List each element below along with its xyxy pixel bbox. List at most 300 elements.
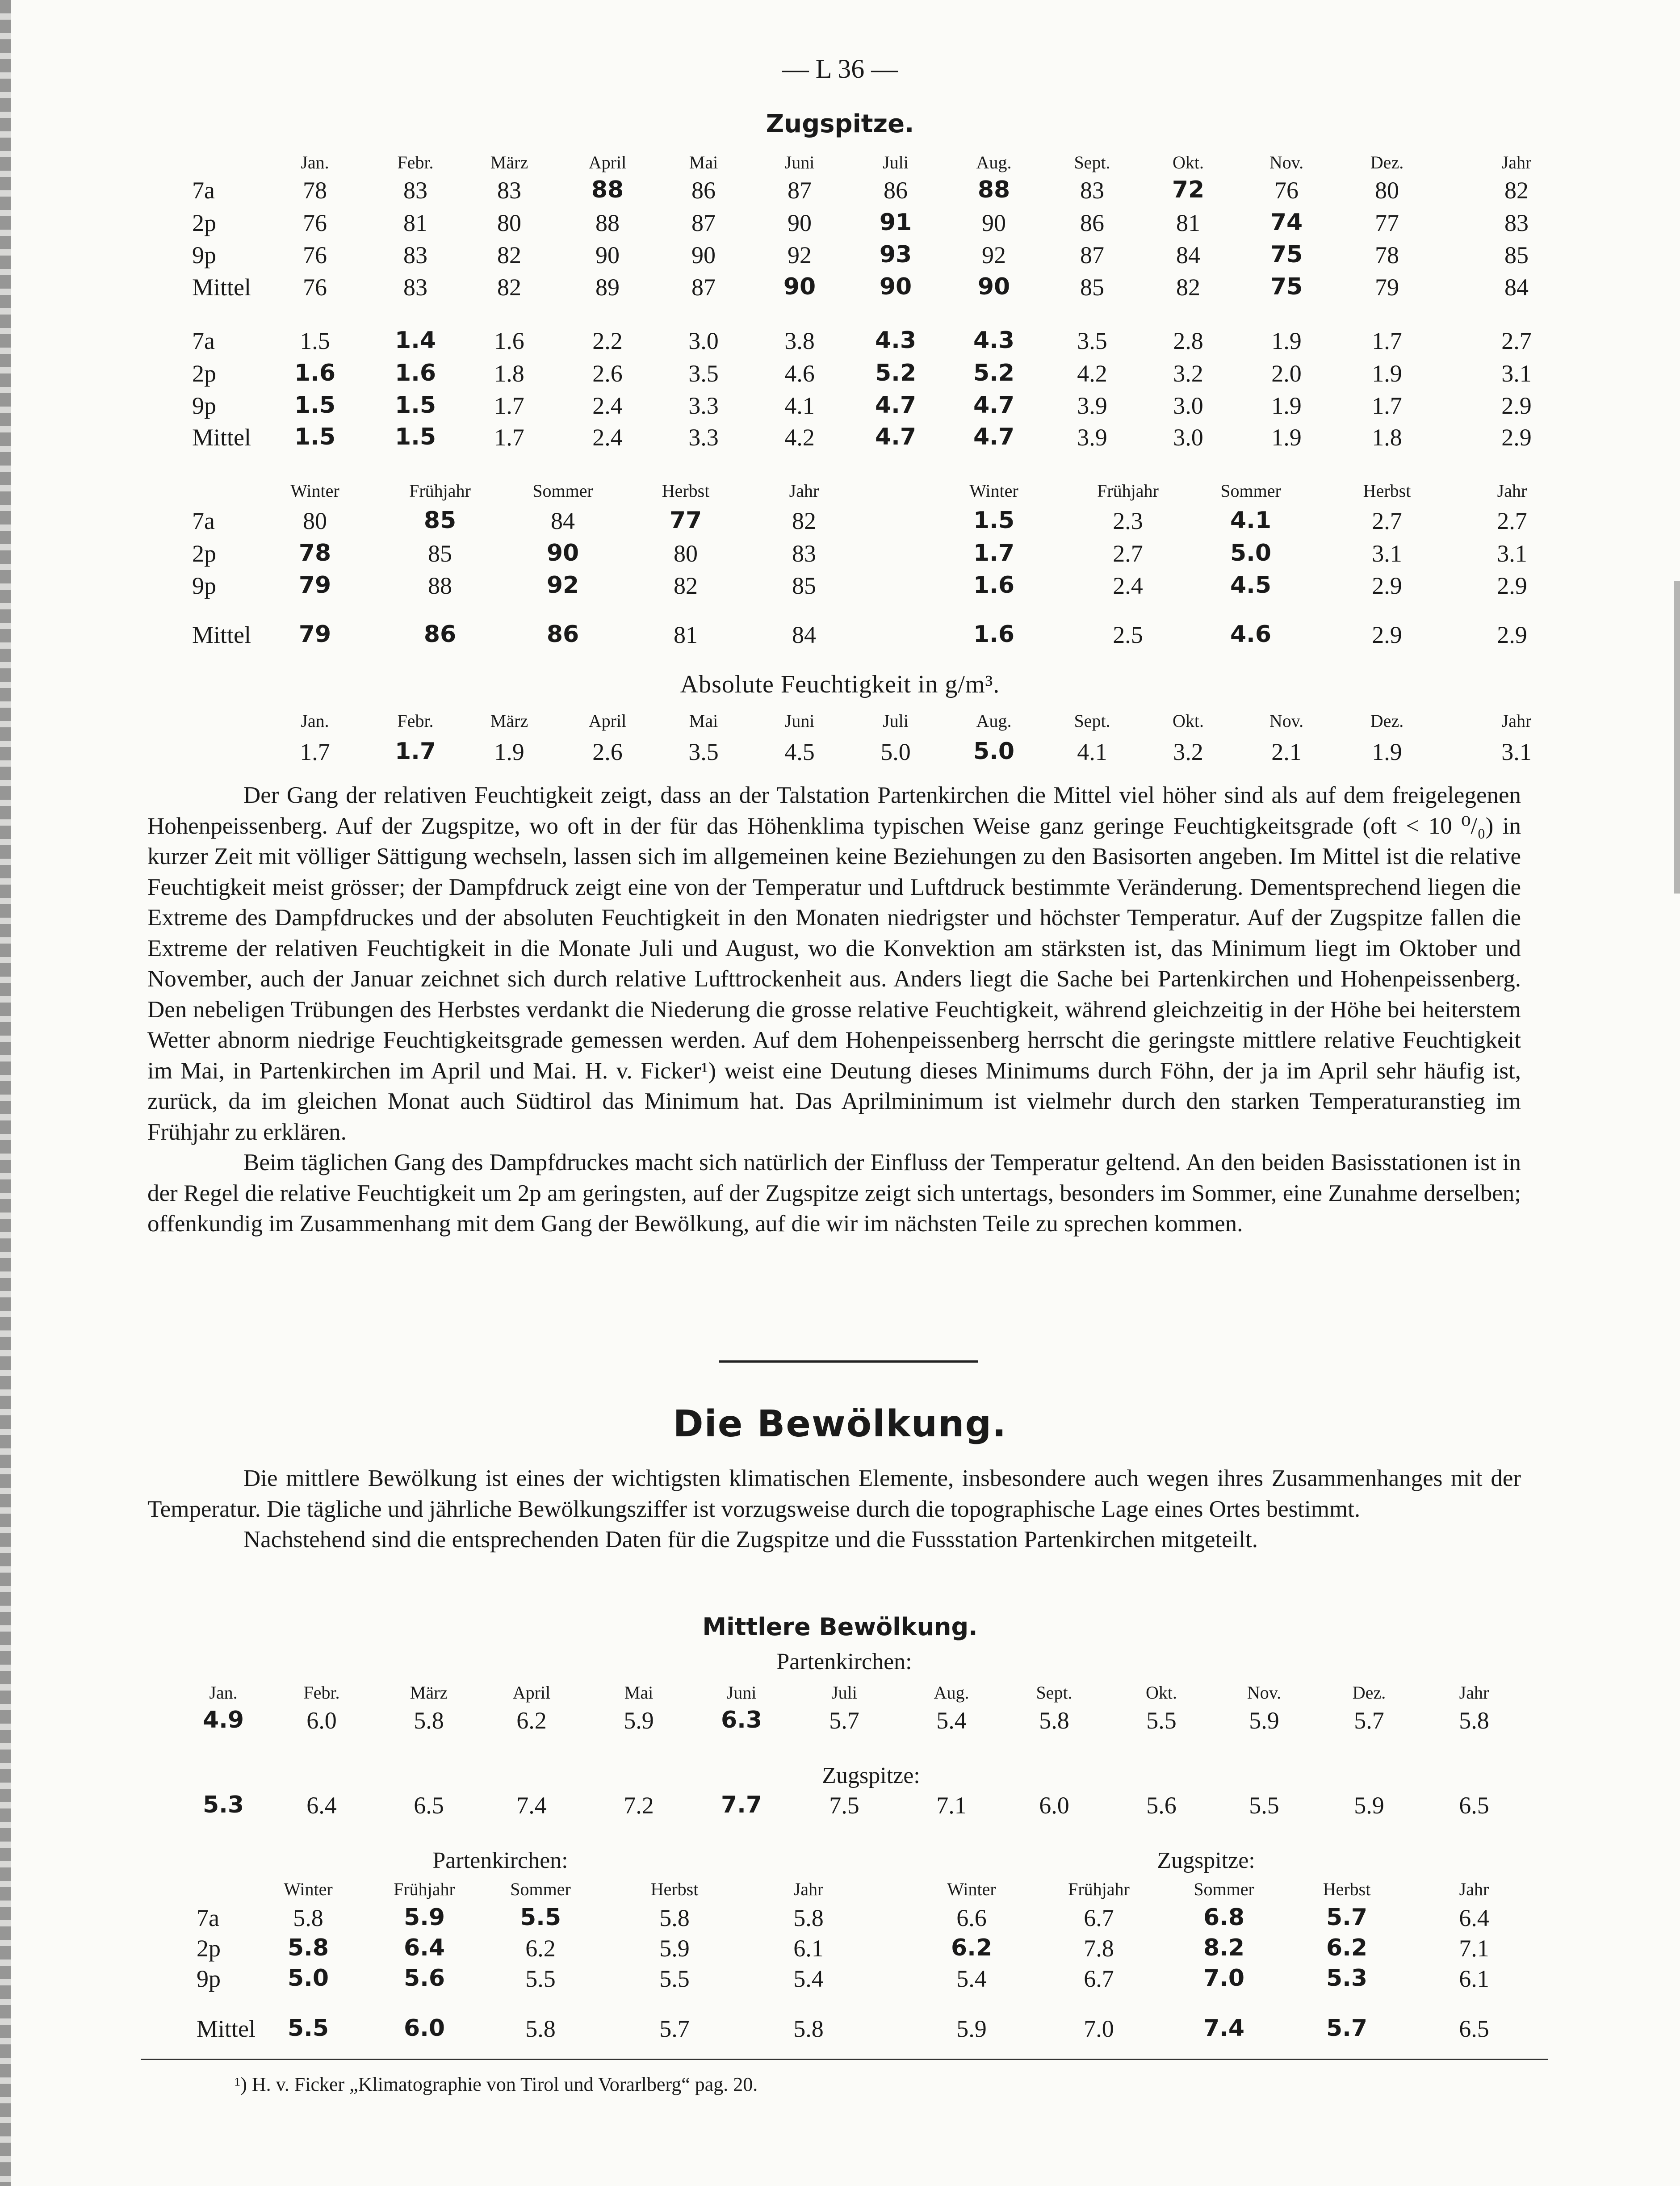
absolute-humidity-value: 1.7 (300, 738, 330, 765)
page-number: — L 36 — (782, 54, 898, 84)
row-label: 7a (197, 1905, 219, 1931)
seasonal-humidity-value: 86 (423, 621, 457, 648)
relative-humidity-value: 77 (1375, 210, 1399, 236)
binding-edge (0, 0, 11, 2186)
seasonal-vapour-value: 2.9 (1372, 572, 1402, 599)
row-label: 7a (192, 508, 215, 534)
humidity-discussion (147, 780, 1521, 1239)
relative-humidity-value: 76 (1274, 177, 1299, 204)
zugspitze-title: Zugspitze. (766, 109, 914, 138)
relative-humidity-value: 83 (403, 242, 427, 269)
absolute-humidity-value: 2.6 (592, 738, 623, 765)
seasonal-cloud-partenkirchen: 5.8 (287, 1934, 329, 1961)
seasonal-vapour-value: 2.3 (1113, 508, 1143, 534)
seasonal-cloud-partenkirchen: 5.8 (793, 1905, 824, 1931)
vapour-pressure-value: 1.9 (1271, 327, 1302, 354)
seasonal-cloud-partenkirchen: 6.2 (525, 1935, 556, 1962)
seasonal-cloud-zugspitze: 6.7 (1084, 1965, 1114, 1992)
vapour-pressure-value: 4.3 (875, 327, 917, 354)
vapour-pressure-value: 4.1 (784, 392, 815, 419)
season-header: Jahr (1497, 481, 1527, 501)
month-header: Nov. (1247, 1683, 1282, 1703)
row-label: Mittel (192, 424, 251, 451)
paragraph: Die mittlere Bewölkung ist eines der wichtigsten klimatischen Elemente, insbesondere auch wegen ihres Zusammenhanges mit der Temperatur. Die tägliche und jährliche Bewölkungsziffer ist vorzugsweise durch die topographische Lage eines Ortes bestimmt. (147, 1465, 1521, 1522)
vapour-pressure-value: 1.5 (394, 392, 436, 419)
month-header: Jan. (301, 711, 329, 731)
seasonal-cloud-zugspitze: 7.0 (1084, 2015, 1114, 2042)
vapour-pressure-value: 4.2 (784, 424, 815, 451)
month-header: Juli (883, 152, 909, 172)
station-label-zugspitze: Zugspitze: (822, 1763, 920, 1788)
season-header: Herbst (1363, 481, 1411, 501)
relative-humidity-value: 83 (403, 274, 427, 301)
vapour-pressure-value: 3.9 (1077, 392, 1107, 419)
vapour-pressure-value: 1.8 (1372, 424, 1402, 451)
footnote-rule (141, 2059, 1548, 2060)
relative-humidity-value: 83 (1504, 210, 1529, 236)
season-header: Frühjahr (1068, 1879, 1130, 1899)
seasonal-humidity-value: 85 (428, 540, 452, 567)
cloud-value-zugspitze: 6.5 (1459, 1792, 1489, 1819)
relative-humidity-value: 80 (497, 210, 521, 236)
seasonal-vapour-value: 2.7 (1372, 508, 1402, 534)
seasonal-cloud-partenkirchen: 6.1 (793, 1935, 824, 1962)
month-header: Nov. (1269, 152, 1304, 172)
seasonal-cloud-zugspitze: 7.1 (1459, 1935, 1489, 1962)
month-header: Jahr (1459, 1683, 1489, 1703)
month-header: Jan. (209, 1683, 238, 1703)
vapour-pressure-value: 2.6 (592, 360, 623, 387)
relative-humidity-value: 75 (1270, 273, 1303, 300)
vapour-pressure-value: 5.2 (875, 360, 917, 386)
cloud-table-title: Mittlere Bewölkung. (702, 1613, 978, 1641)
vapour-pressure-value: 3.0 (688, 327, 719, 354)
relative-humidity-value: 84 (1176, 242, 1200, 269)
row-label: 9p (192, 572, 216, 599)
month-header: April (588, 152, 627, 172)
month-header: Dez. (1370, 711, 1404, 731)
cloud-value-partenkirchen: 5.8 (414, 1707, 444, 1734)
seasonal-vapour-value: 2.5 (1113, 621, 1143, 648)
seasonal-humidity-value: 79 (298, 572, 331, 599)
seasonal-humidity-value: 82 (792, 508, 816, 534)
relative-humidity-value: 90 (783, 273, 816, 300)
page-edge-mark (1674, 581, 1680, 894)
seasonal-vapour-value: 2.7 (1113, 540, 1143, 567)
vapour-pressure-value: 1.7 (1372, 392, 1402, 419)
relative-humidity-value: 90 (977, 273, 1010, 300)
relative-humidity-value: 82 (497, 274, 521, 301)
seasonal-humidity-value: 80 (674, 540, 698, 567)
month-header: Febr. (397, 152, 434, 172)
relative-humidity-value: 72 (1172, 176, 1205, 203)
seasonal-cloud-partenkirchen: 5.5 (659, 1965, 690, 1992)
seasonal-vapour-value: 3.1 (1497, 540, 1527, 567)
vapour-pressure-value: 2.9 (1501, 424, 1532, 451)
seasonal-vapour-value: 2.7 (1497, 508, 1527, 534)
relative-humidity-value: 82 (497, 242, 521, 269)
section-heading: Die Bewölkung. (673, 1403, 1007, 1445)
seasonal-vapour-value: 1.6 (973, 572, 1015, 599)
season-header: Frühjahr (394, 1879, 455, 1899)
seasonal-cloud-zugspitze: 5.4 (956, 1965, 987, 1992)
cloud-value-partenkirchen: 5.7 (1354, 1707, 1384, 1734)
paragraph: Der Gang der relativen Feuchtigkeit zeigt, dass an der Talstation Partenkirchen die Mittel viel höher sind als auf dem freigelegenen Hohenpeissenberg. Auf der Zugspitze, wo oft in der für das Höhenklima typischen Weise ganz geringe Feuchtigkeitsgrade (oft < 10 ⁰/₀) in kurzer Zeit mit völliger Sättigung wechseln, lassen sich im allgemeinen keine Beziehungen zu den Basisorten angeben. Im Mittel ist die relative Feuchtigkeit meist grösser; der Dampfdruck zeigt eine von der Temperatur und Luftdruck bestimmte Veränderung. Dementsprechend liegen die Extreme des Dampfdruckes und der absoluten Feuchtigkeit in den Monaten niedrigster und höchster Temperatur. Auf der Zugspitze fallen die Extreme der relativen Feuchtigkeit in die Monate Juli und August, wo die Konvektion am stärksten ist, das Minimum liegt im Oktober und November, auch der Januar zeichnet sich durch relative Lufttrockenheit aus. Anders liegt die Sache bei Partenkirchen und Hohenpeissenberg. Den nebeligen Trübungen des Herbstes verdankt die Niederung die grosse relative Feuchtigkeit, während gleichzeitig in der Höhe bei heiterstem Wetter abnorm niedrige Feuchtigkeitsgrade gemessen werden. Auf dem Hohenpeissenberg herrscht die geringste mittlere relative Feuchtigkeit im Mai, in Partenkirchen im April und Mai. H. v. Ficker¹) weist eine Deutung dieses Minimums durch Föhn, der ja im April sehr häufig ist, zurück, da im gleichen Monat auch Südtirol das Minimum hat. Das Aprilminimum ist vielmehr durch den starken Temperaturanstieg im Frühjahr zu erklären. (147, 782, 1521, 1145)
relative-humidity-value: 89 (595, 274, 620, 301)
relative-humidity-value: 82 (1176, 274, 1200, 301)
vapour-pressure-value: 1.8 (494, 360, 524, 387)
relative-humidity-value: 79 (1375, 274, 1399, 301)
seasonal-humidity-value: 88 (428, 572, 452, 599)
seasonal-cloud-partenkirchen: 5.0 (287, 1965, 329, 1992)
vapour-pressure-value: 3.9 (1077, 424, 1107, 451)
month-header: Jan. (301, 152, 329, 172)
paragraph: Beim täglichen Gang des Dampfdruckes macht sich natürlich der Einfluss der Temperatur geltend. An den beiden Basisstationen ist in der Regel die relative Feuchtigkeit um 2p am geringsten, auf der Zugspitze zeigt sich untertags, besonders im Sommer, eine Zunahme derselben; offenkundig im Zusammenhang mit dem Gang der Bewölkung, auf die wir im nächsten Teile zu sprechen kommen. (147, 1150, 1521, 1237)
vapour-pressure-value: 3.8 (784, 327, 815, 354)
relative-humidity-value: 82 (1504, 177, 1529, 204)
seasonal-vapour-value: 3.1 (1372, 540, 1402, 567)
cloud-value-zugspitze: 7.4 (516, 1792, 547, 1819)
row-label: Mittel (197, 2015, 256, 2042)
month-header: Dez. (1352, 1683, 1386, 1703)
relative-humidity-value: 88 (591, 176, 624, 203)
month-header: Sept. (1036, 1683, 1073, 1703)
seasonal-humidity-value: 80 (303, 508, 327, 534)
vapour-pressure-value: 1.6 (294, 360, 336, 386)
seasonal-humidity-value: 86 (546, 621, 579, 648)
seasonal-vapour-value: 5.0 (1230, 540, 1272, 566)
cloud-value-zugspitze: 7.1 (936, 1792, 967, 1819)
section-divider (719, 1360, 978, 1363)
relative-humidity-value: 83 (403, 177, 427, 204)
cloud-value-partenkirchen: 6.3 (721, 1707, 762, 1733)
vapour-pressure-value: 2.2 (592, 327, 623, 354)
absolute-humidity-value: 1.9 (494, 738, 524, 765)
month-header: April (512, 1683, 551, 1703)
seasonal-cloud-zugspitze: 6.5 (1459, 2015, 1489, 2042)
row-label: 9p (192, 392, 216, 419)
vapour-pressure-value: 1.6 (494, 327, 524, 354)
vapour-pressure-value: 5.2 (973, 360, 1015, 386)
season-header: Winter (284, 1879, 333, 1899)
absolute-humidity-value: 3.5 (688, 738, 719, 765)
cloud-value-partenkirchen: 4.9 (202, 1707, 244, 1733)
vapour-pressure-value: 1.5 (394, 424, 436, 450)
month-header: Juni (784, 711, 815, 731)
relative-humidity-value: 87 (691, 210, 716, 236)
absolute-humidity-value: 4.5 (784, 738, 815, 765)
seasonal-vapour-value: 1.5 (973, 507, 1015, 534)
relative-humidity-value: 87 (1080, 242, 1104, 269)
cloud-value-partenkirchen: 5.9 (1249, 1707, 1279, 1734)
vapour-pressure-value: 1.9 (1271, 392, 1302, 419)
seasonal-vapour-value: 4.6 (1230, 621, 1272, 648)
season-header: Jahr (1459, 1879, 1489, 1899)
absolute-humidity-value: 4.1 (1077, 738, 1107, 765)
row-label: Mittel (192, 621, 251, 648)
cloud-value-zugspitze: 6.0 (1039, 1792, 1069, 1819)
cloud-value-partenkirchen: 6.0 (306, 1707, 337, 1734)
relative-humidity-value: 90 (595, 242, 620, 269)
seasonal-cloud-partenkirchen: 5.8 (793, 2015, 824, 2042)
month-header: Febr. (397, 711, 434, 731)
vapour-pressure-value: 2.0 (1271, 360, 1302, 387)
seasonal-vapour-value: 4.5 (1230, 572, 1272, 599)
relative-humidity-value: 83 (497, 177, 521, 204)
absolute-humidity-value: 5.0 (973, 738, 1015, 765)
seasonal-cloud-zugspitze: 6.6 (956, 1905, 987, 1931)
vapour-pressure-value: 1.6 (394, 360, 436, 386)
seasonal-humidity-value: 77 (669, 507, 702, 534)
seasonal-cloud-partenkirchen: 5.4 (793, 1965, 824, 1992)
season-header: Winter (947, 1879, 996, 1899)
relative-humidity-value: 90 (879, 273, 912, 300)
seasonal-cloud-zugspitze: 8.2 (1203, 1934, 1245, 1961)
seasonal-cloud-zugspitze: 5.3 (1326, 1965, 1368, 1992)
month-header: Jahr (1501, 152, 1532, 172)
relative-humidity-value: 90 (691, 242, 716, 269)
row-label: Mittel (192, 274, 251, 301)
vapour-pressure-value: 1.7 (1372, 327, 1402, 354)
month-header: März (410, 1683, 448, 1703)
relative-humidity-value: 91 (879, 209, 912, 236)
month-header: Mai (689, 711, 718, 731)
relative-humidity-value: 81 (403, 210, 427, 236)
seasonal-cloud-partenkirchen: 5.5 (287, 2015, 329, 2042)
seasonal-cloud-partenkirchen: 5.5 (525, 1965, 556, 1992)
month-header: Aug. (976, 152, 1012, 172)
cloud-value-zugspitze: 7.2 (624, 1792, 654, 1819)
footnote: ¹) H. v. Ficker „Klimatographie von Tirol und Vorarlberg“ pag. 20. (235, 2073, 758, 2095)
vapour-pressure-value: 4.2 (1077, 360, 1107, 387)
month-header: Febr. (303, 1683, 340, 1703)
season-block-label-partenkirchen: Partenkirchen: (432, 1848, 568, 1873)
seasonal-cloud-zugspitze: 7.4 (1203, 2015, 1245, 2042)
seasonal-cloud-partenkirchen: 5.7 (659, 2015, 690, 2042)
vapour-pressure-value: 2.8 (1173, 327, 1203, 354)
absolute-humidity-value: 1.9 (1372, 738, 1402, 765)
vapour-pressure-value: 4.3 (973, 327, 1015, 354)
month-header: Okt. (1173, 152, 1204, 172)
relative-humidity-value: 92 (982, 242, 1006, 269)
season-header: Herbst (1323, 1879, 1371, 1899)
cloud-value-partenkirchen: 5.8 (1039, 1707, 1069, 1734)
month-header: Dez. (1370, 152, 1404, 172)
month-header: Jahr (1501, 711, 1532, 731)
relative-humidity-value: 88 (977, 176, 1010, 203)
relative-humidity-value: 78 (1375, 242, 1399, 269)
relative-humidity-value: 85 (1504, 242, 1529, 269)
vapour-pressure-value: 1.5 (294, 424, 336, 450)
vapour-pressure-value: 2.7 (1501, 327, 1532, 354)
vapour-pressure-value: 1.9 (1372, 360, 1402, 387)
month-header: Okt. (1146, 1683, 1177, 1703)
absolute-humidity-value: 3.1 (1501, 738, 1532, 765)
vapour-pressure-value: 3.1 (1501, 360, 1532, 387)
absolute-humidity-value: 2.1 (1271, 738, 1302, 765)
row-label: 9p (192, 242, 216, 269)
absolute-humidity-value: 5.0 (880, 738, 911, 765)
vapour-pressure-value: 3.3 (688, 424, 719, 451)
relative-humidity-value: 90 (788, 210, 812, 236)
seasonal-cloud-partenkirchen: 6.4 (403, 1934, 445, 1961)
cloud-intro (147, 1463, 1521, 1555)
vapour-pressure-value: 4.7 (973, 392, 1015, 419)
seasonal-cloud-zugspitze: 6.7 (1084, 1905, 1114, 1931)
season-header: Jahr (789, 481, 819, 501)
season-header: Frühjahr (409, 481, 471, 501)
cloud-value-zugspitze: 7.7 (721, 1792, 762, 1818)
seasonal-cloud-partenkirchen: 5.8 (293, 1905, 323, 1931)
vapour-pressure-value: 4.6 (784, 360, 815, 387)
seasonal-cloud-zugspitze: 7.0 (1203, 1965, 1245, 1992)
relative-humidity-value: 92 (788, 242, 812, 269)
vapour-pressure-value: 3.5 (1077, 327, 1107, 354)
vapour-pressure-value: 1.5 (294, 392, 336, 419)
vapour-pressure-value: 1.4 (394, 327, 436, 354)
vapour-pressure-value: 2.9 (1501, 392, 1532, 419)
month-header: Mai (624, 1683, 654, 1703)
vapour-pressure-value: 2.4 (592, 424, 623, 451)
seasonal-cloud-zugspitze: 6.2 (1326, 1934, 1368, 1961)
month-header: Juli (831, 1683, 857, 1703)
seasonal-humidity-value: 81 (674, 621, 698, 648)
cloud-value-partenkirchen: 5.9 (624, 1707, 654, 1734)
seasonal-vapour-value: 4.1 (1230, 507, 1272, 534)
seasonal-cloud-partenkirchen: 5.8 (659, 1905, 690, 1931)
month-header: Okt. (1173, 711, 1204, 731)
cloud-value-zugspitze: 5.9 (1354, 1792, 1384, 1819)
seasonal-cloud-partenkirchen: 6.0 (403, 2015, 445, 2042)
seasonal-humidity-value: 84 (792, 621, 816, 648)
seasonal-cloud-partenkirchen: 5.8 (525, 2015, 556, 2042)
cloud-value-zugspitze: 7.5 (829, 1792, 859, 1819)
vapour-pressure-value: 3.2 (1173, 360, 1203, 387)
seasonal-humidity-value: 82 (674, 572, 698, 599)
seasonal-cloud-zugspitze: 6.1 (1459, 1965, 1489, 1992)
season-header: Jahr (793, 1879, 824, 1899)
row-label: 2p (192, 210, 216, 236)
seasonal-cloud-zugspitze: 5.7 (1326, 2015, 1368, 2042)
vapour-pressure-value: 4.7 (875, 392, 917, 419)
month-header: Mai (689, 152, 718, 172)
cloud-value-zugspitze: 5.6 (1146, 1792, 1177, 1819)
season-header: Herbst (650, 1879, 699, 1899)
seasonal-humidity-value: 85 (423, 507, 457, 534)
seasonal-cloud-zugspitze: 5.7 (1326, 1904, 1368, 1931)
seasonal-vapour-value: 2.9 (1497, 621, 1527, 648)
vapour-pressure-value: 3.5 (688, 360, 719, 387)
month-header: Aug. (934, 1683, 969, 1703)
row-label: 2p (192, 360, 216, 387)
seasonal-humidity-value: 78 (298, 540, 331, 566)
season-header: Herbst (662, 481, 710, 501)
seasonal-vapour-value: 2.4 (1113, 572, 1143, 599)
seasonal-humidity-value: 79 (298, 621, 331, 648)
relative-humidity-value: 78 (303, 177, 327, 204)
seasonal-vapour-value: 2.9 (1372, 621, 1402, 648)
cloud-value-partenkirchen: 5.7 (829, 1707, 859, 1734)
relative-humidity-value: 93 (879, 241, 912, 268)
row-label: 2p (192, 540, 216, 567)
seasonal-vapour-value: 1.7 (973, 540, 1015, 566)
cloud-value-zugspitze: 6.4 (306, 1792, 337, 1819)
month-header: Juli (883, 711, 909, 731)
seasonal-cloud-zugspitze: 5.9 (956, 2015, 987, 2042)
seasonal-cloud-zugspitze: 6.4 (1459, 1905, 1489, 1931)
month-header: März (490, 152, 528, 172)
seasonal-humidity-value: 90 (546, 540, 579, 566)
season-header: Winter (290, 481, 339, 501)
relative-humidity-value: 80 (1375, 177, 1399, 204)
relative-humidity-value: 74 (1270, 209, 1303, 236)
absolute-humidity-value: 1.7 (394, 738, 436, 765)
relative-humidity-value: 76 (303, 210, 327, 236)
seasonal-humidity-value: 85 (792, 572, 816, 599)
seasonal-cloud-partenkirchen: 5.6 (403, 1965, 445, 1992)
seasonal-cloud-zugspitze: 6.2 (951, 1934, 993, 1961)
row-label: 7a (192, 177, 215, 204)
month-header: April (588, 711, 627, 731)
season-block-label-zugspitze: Zugspitze: (1157, 1848, 1255, 1873)
relative-humidity-value: 85 (1080, 274, 1104, 301)
vapour-pressure-value: 4.7 (973, 424, 1015, 450)
row-label: 9p (197, 1965, 221, 1992)
season-header: Sommer (532, 481, 593, 501)
absolute-humidity-caption: Absolute Feuchtigkeit in g/m³. (680, 671, 1000, 698)
relative-humidity-value: 86 (1080, 210, 1104, 236)
vapour-pressure-value: 1.7 (494, 424, 524, 451)
seasonal-cloud-zugspitze: 6.8 (1203, 1904, 1245, 1931)
relative-humidity-value: 90 (982, 210, 1006, 236)
seasonal-vapour-value: 2.9 (1497, 572, 1527, 599)
vapour-pressure-value: 3.0 (1173, 392, 1203, 419)
cloud-value-partenkirchen: 6.2 (516, 1707, 547, 1734)
season-header: Winter (969, 481, 1018, 501)
month-header: Sept. (1074, 711, 1110, 731)
seasonal-cloud-partenkirchen: 5.9 (659, 1935, 690, 1962)
seasonal-cloud-partenkirchen: 5.5 (520, 1904, 561, 1931)
cloud-value-zugspitze: 5.3 (202, 1792, 244, 1818)
cloud-value-partenkirchen: 5.8 (1459, 1707, 1489, 1734)
relative-humidity-value: 83 (1080, 177, 1104, 204)
season-header: Sommer (510, 1879, 571, 1899)
station-label-partenkirchen: Partenkirchen: (776, 1649, 912, 1674)
seasonal-humidity-value: 92 (546, 572, 579, 599)
vapour-pressure-value: 2.4 (592, 392, 623, 419)
seasonal-humidity-value: 83 (792, 540, 816, 567)
cloud-value-partenkirchen: 5.5 (1146, 1707, 1177, 1734)
vapour-pressure-value: 1.9 (1271, 424, 1302, 451)
cloud-value-partenkirchen: 5.4 (936, 1707, 967, 1734)
month-header: Aug. (976, 711, 1012, 731)
seasonal-cloud-partenkirchen: 5.9 (403, 1904, 445, 1931)
cloud-value-zugspitze: 5.5 (1249, 1792, 1279, 1819)
cloud-value-zugspitze: 6.5 (414, 1792, 444, 1819)
season-header: Sommer (1220, 481, 1281, 501)
month-header: Juni (784, 152, 815, 172)
seasonal-cloud-zugspitze: 7.8 (1084, 1935, 1114, 1962)
month-header: Nov. (1269, 711, 1304, 731)
month-header: März (490, 711, 528, 731)
paragraph: Nachstehend sind die entsprechenden Daten für die Zugspitze und die Fussstation Partenkirchen mitgeteilt. (243, 1527, 1258, 1552)
seasonal-humidity-value: 84 (551, 508, 575, 534)
season-header: Sommer (1194, 1879, 1254, 1899)
relative-humidity-value: 86 (691, 177, 716, 204)
vapour-pressure-value: 3.0 (1173, 424, 1203, 451)
vapour-pressure-value: 1.5 (300, 327, 330, 354)
relative-humidity-value: 81 (1176, 210, 1200, 236)
